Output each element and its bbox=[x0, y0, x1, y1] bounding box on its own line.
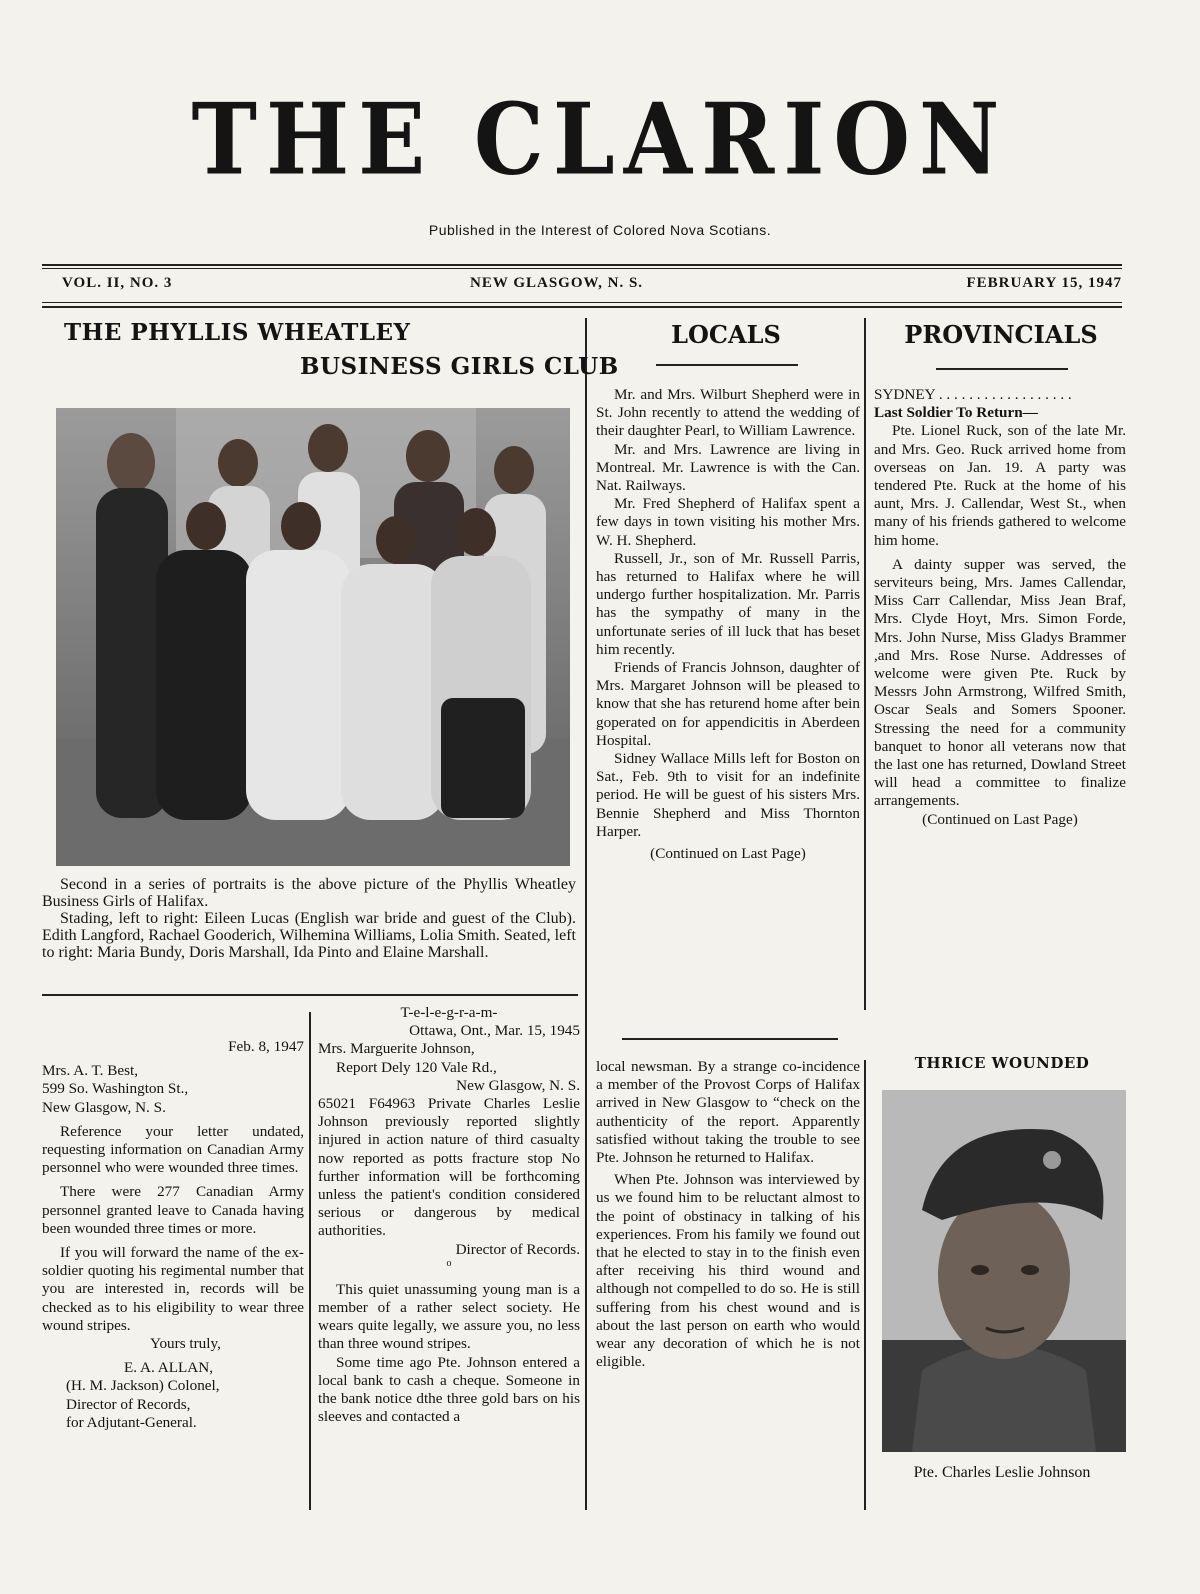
story-column bbox=[596, 1058, 860, 1371]
club-headline-line-1: THE PHYLLIS WHEATLEY bbox=[64, 319, 411, 346]
locals-heading-rule bbox=[656, 364, 798, 366]
provincials-paragraph: Pte. Lionel Ruck, son of the late Mr. and Mrs. Geo. Ruck arrived home from overseas on Jan. 19. A party was tendered Pte. Ruck at the home of his aunt, Mrs. J. Callendar, West St., when many of his friends gathered to welcome him home. bbox=[874, 422, 1126, 549]
letter-address-line: Mrs. A. T. Best, bbox=[42, 1062, 139, 1080]
provincials-continued-note: (Continued on Last Page) bbox=[922, 810, 1078, 828]
telegram-line: Ottawa, Ont., Mar. 15, 1945 bbox=[409, 1022, 580, 1040]
club-headline-line-2: BUSINESS GIRLS CLUB bbox=[300, 353, 619, 380]
soldier-portrait-image bbox=[882, 1090, 1126, 1452]
column-divider bbox=[585, 318, 587, 1510]
letter-signature: Director of Records, bbox=[66, 1395, 191, 1413]
section-rule bbox=[42, 994, 578, 996]
locals-paragraph: Mr. and Mrs. Lawrence are living in Montreal. Mr. Lawrence is with the Can. Nat. Railways. bbox=[596, 440, 860, 495]
group-photo-image bbox=[56, 408, 570, 866]
letter-signature: (H. M. Jackson) Colonel, bbox=[66, 1377, 220, 1395]
letter-signature: for Adjutant-General. bbox=[66, 1413, 197, 1431]
volume-number: VOL. II, NO. 3 bbox=[62, 275, 173, 291]
letter-closing: Yours truly, bbox=[150, 1335, 221, 1353]
locals-paragraph: Mr. and Mrs. Wilburt Shepherd were in St. John recently to attend the wedding of their daughter Pearl, to William Lawrence. bbox=[596, 386, 860, 440]
telegram-title: T-e-l-e-g-r-a-m- bbox=[400, 1004, 498, 1021]
letter-paragraph: If you will forward the name of the ex-soldier quoting his regimental number that you are interested in, records will be checked as to his eligibility to wear three wound stripes. bbox=[42, 1244, 304, 1334]
telegram-body: 65021 F64963 Private Charles Leslie Johnson previously reported slightly injured in action nature of third casualty now reported as potts fracture stop No further information will be forthcoming unless the patient's condition considered serious or dangerous by medical authorities. bbox=[318, 1095, 580, 1240]
story-paragraph: local newsman. By a strange co-incidence a member of the Provost Corps of Halifax arrived in New Glasgow to “check on the authenticity of the report. Apparently satisfied without taking the trouble to see Pte. Johnson he returned to Halifax. bbox=[596, 1058, 860, 1167]
telegram-line: Mrs. Marguerite Johnson, bbox=[318, 1040, 475, 1058]
letter-address-line: New Glasgow, N. S. bbox=[42, 1098, 166, 1116]
column-divider bbox=[864, 1060, 866, 1510]
provincials-paragraph: A dainty supper was served, the serviteurs being, Mrs. James Callendar, Miss Carr Callendar, Miss Jean Braf, Mrs. Clyde Hoyt, Mrs. Simon Forde, Mrs. John Nurse, Miss Gladys Brammer ,and Mrs. Rose Nurse. Addresses of welcome were given Pte. Ruck by Messrs John Armstrong, Wilfred Smith, Oscar Seals and Somers Spooner. Stressing the need for a community banquet to honor all veterans now that the last one has returned, Dowland Street will head a committee to finalize arrangements. bbox=[874, 555, 1126, 810]
locals-paragraph: Sidney Wallace Mills left for Boston on Sat., Feb. 9th to visit for an indefinite period. He will be guest of his sisters Mrs. Bennie Shepherd and Miss Thornton Harper. bbox=[596, 750, 860, 840]
letter-column bbox=[42, 1038, 304, 1432]
letter-paragraph: There were 277 Canadian Army personnel granted leave to Canada having been wounded three times or more. bbox=[42, 1183, 304, 1237]
masthead-rule-top bbox=[42, 264, 1122, 266]
club-caption-paragraph-2: Stading, left to right: Eileen Lucas (English war bride and guest of the Club). Edith Langford, Rachael Gooderich, Wilhemina Williams, Lolia Smith. Seated, left to right: Maria Bundy, Doris Marshall, Ida Pinto and Elaine Marshall. bbox=[42, 910, 576, 961]
locals-paragraph: Mr. Fred Shepherd of Halifax spent a few days in town visiting his mother Mrs. W. H. Shepherd. bbox=[596, 495, 860, 549]
provincials-subhead: Last Soldier To Return— bbox=[874, 404, 1038, 422]
club-group-photo bbox=[56, 408, 570, 866]
provincials-heading-rule bbox=[936, 368, 1068, 370]
story-paragraph: When Pte. Johnson was interviewed by us we found him to be reluctant almost to the point of obstinacy in talking of his experiences. From his family we found out that he elected to stay in to the finish even after receiving his third wound and although not compelled to do so. He is still suffering from his chest wound and is about the last person on earth who would wear any decoration of which he is not eligible. bbox=[596, 1171, 860, 1371]
club-caption bbox=[42, 876, 576, 961]
provincials-heading: PROVINCIALS bbox=[904, 320, 1098, 349]
locals-column bbox=[596, 386, 860, 863]
locals-heading: LOCALS bbox=[671, 320, 781, 349]
telegram-divider: o bbox=[446, 1257, 452, 1269]
masthead-rule-bottom-thin bbox=[42, 302, 1122, 303]
soldier-heading: THRICE WOUNDED bbox=[914, 1054, 1090, 1072]
telegram-line: New Glasgow, N. S. bbox=[456, 1076, 580, 1094]
dateline-place: NEW GLASGOW, N. S. bbox=[470, 275, 644, 291]
locals-end-rule bbox=[622, 1038, 838, 1040]
locals-continued-note: (Continued on Last Page) bbox=[650, 845, 806, 863]
soldier-caption: Pte. Charles Leslie Johnson bbox=[913, 1464, 1091, 1481]
provincials-column bbox=[874, 386, 1126, 829]
letter-date: Feb. 8, 1947 bbox=[228, 1038, 304, 1055]
telegram-column bbox=[318, 1004, 580, 1426]
masthead-rule-top-thin bbox=[42, 268, 1122, 269]
issue-date: FEBRUARY 15, 1947 bbox=[966, 275, 1122, 291]
locals-paragraph: Friends of Francis Johnson, daughter of Mrs. Margaret Johnson will be pleased to know that she has returend home after bein goperated on for appendicitis in Aberdeen Hospital. bbox=[596, 659, 860, 749]
newspaper-subtitle: Published in the Interest of Colored Nova Scotians. bbox=[428, 222, 772, 238]
locals-paragraph: Russell, Jr., son of Mr. Russell Parris, has returned to Halifax where he will undergo further hospitalization. Mr. Parris has the sympathy of many in the unfortunate series of ill luck that has beset him recently. bbox=[596, 549, 860, 658]
column-divider bbox=[309, 1012, 311, 1510]
soldier-portrait bbox=[882, 1090, 1126, 1452]
story-paragraph: This quiet unassuming young man is a member of a rather select society. He wears quite legally, we assure you, no less than three wound stripes. bbox=[318, 1280, 580, 1353]
letter-signature: E. A. ALLAN, bbox=[124, 1359, 214, 1377]
masthead-rule-bottom bbox=[42, 306, 1122, 308]
letter-address-line: 599 So. Washington St., bbox=[42, 1080, 189, 1098]
telegram-signature: Director of Records. bbox=[455, 1240, 580, 1258]
column-divider bbox=[864, 318, 866, 1010]
story-paragraph: Some time ago Pte. Johnson entered a local bank to cash a cheque. Someone in the bank notice dthe three gold bars on his sleeves and contacted a bbox=[318, 1353, 580, 1426]
club-caption-paragraph-1: Second in a series of portraits is the above picture of the Phyllis Wheatley Business Girls of Halifax. bbox=[42, 876, 576, 910]
provincials-dateline: SYDNEY . . . . . . . . . . . . . . . . . . bbox=[874, 386, 1072, 403]
telegram-line: Report Dely 120 Vale Rd., bbox=[336, 1058, 497, 1076]
newspaper-title: THE CLARION bbox=[191, 80, 1009, 198]
letter-paragraph: Reference your letter undated, requesting information on Canadian Army personnel who were wounded three times. bbox=[42, 1122, 304, 1177]
